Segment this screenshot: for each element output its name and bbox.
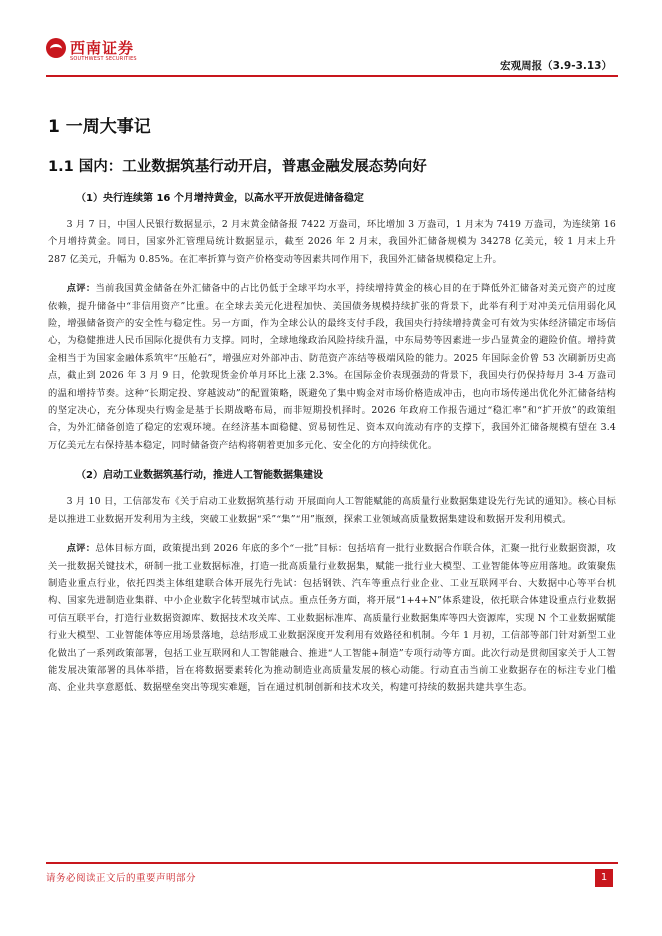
item-paragraph-gold: 3 月 7 日，中国人民银行数据显示，2 月末黄金储备报 7422 万盎司，环比增加 3 万盎司，1 月末为 7419 万盎司，为连续第 16 个月增持黄金。同日，国家外汇管理局统计数据显示，截至 2026 年 2 月末，我国外汇储备规模为 34278 亿美元，较 1 月末上升 287 亿美元，升幅为 0.85%。在汇率折算与资产价格变动等因素共同作用下，我国外汇储备规模稳定上升。 xyxy=(48,219,616,265)
footer-divider xyxy=(46,862,618,864)
item-comment-industrial-data xyxy=(48,540,616,697)
item-comment-gold xyxy=(48,280,616,454)
comment-label: 点评： xyxy=(66,543,96,555)
comment-text: 总体目标方面，政策提出到 2026 年底的多个“一批”目标：包括培育一批行业数据合作联合体，汇聚一批行业数据资源，攻关一批数据关键技术，研制一批工业数据标准，打造一批高质量行业数据集，赋能一批行业大模型、工业智能体等应用落地。政策聚焦制造业重点行业，依托四类主体组建联合体开展先行先试：包括钢铁、汽车等重点行业企业、工业互联网平台、大数据中心等平台机构、国家先进制造业集群、中小企业数字化转型城市试点。重点任务方面，将开展“1+4+N”体系建设，依托联合体建设重点行业数据可信互联平台，打造行业数据资源库、数据技术攻关库、工业数据标准库、高质量行业数据集库等四大资源库，实现 N 个工业数据赋能行业大模型、工业智能体等应用场景落地，总结形成工业数据深度开发利用有效路径和机制。今年 1 月初，工信部等部门针对新型工业化做出了一系列政策部署，包括工业互联网和人工智能融合、推进“人工智能+制造”专项行动等方面。此次行动是贯彻国家关于人工智能发展决策部署的具体举措，旨在将数据要素转化为推动制造业高质量发展的核心动能。行动直击当前工业数据存在的标注专业门槛高、企业共享意愿低、数据壁垒突出等现实难题，旨在通过机制创新和技术攻关，构建可持续的数据共建共享生态。 xyxy=(48,543,616,694)
header-divider xyxy=(46,75,618,77)
main-content xyxy=(48,112,616,709)
subsection-title: 1.1 国内：工业数据筑基行动开启，普惠金融发展态势向好 xyxy=(48,159,427,175)
footer-disclaimer: 请务必阅读正文后的重要声明部分 xyxy=(46,873,197,884)
page-header xyxy=(0,0,662,76)
company-name-en: SOUTHWEST SECURITIES xyxy=(70,56,137,62)
item-paragraph-industrial-data: 3 月 10 日，工信部发布《关于启动工业数据筑基行动 开展面向人工智能赋能的高质量行业数据集建设先行先试的通知》。核心目标是以推进工业数据开发利用为主线，突破工业数据“采”“集”“用”瓶颈，探索工业领域高质量数据集建设和数据开发利用模式。 xyxy=(48,496,616,525)
page-number: 1 xyxy=(595,869,613,887)
item-heading-industrial-data: （2）启动工业数据筑基行动，推进人工智能数据集建设 xyxy=(76,470,323,482)
report-type: 宏观周报（3.9-3.13） xyxy=(500,60,612,72)
comment-text: 当前我国黄金储备在外汇储备中的占比仍低于全球平均水平，持续增持黄金的核心目的在于降低外汇储备对美元资产的过度依赖，提升储备中“非信用资产”比重。在全球去美元化进程加快、美国债务规模持续扩张的背景下，此举有利于对冲美元信用弱化风险，增强储备资产的安全性与稳定性。另一方面，作为全球公认的最终支付手段，我国央行持续增持黄金可有效为实体经济锚定市场信心，为稳健推进人民币国际化提供有力支撑。同时，全球地缘政治风险持续升温，中东局势等因素进一步凸显黄金的避险价值。增持黄金相当于为国家金融体系筑牢“压舱石”，增强应对外部冲击、防范资产冻结等极端风险的能力。2025 年国际金价曾 53 次刷新历史高点，截止到 2026 年 3 月 9 日，伦敦现货金价单月环比上涨 2.3%。在国际金价表现强劲的背景下，我国央行仍保持每月 3-4 万盎司的温和增持节奏。这种“长期定投、穿越波动”的配置策略，既避免了集中购金对市场价格造成冲击，也向市场传递出优化外汇储备结构的坚定决心，充分体现央行购金是基于长期战略布局，而非短期投机择时。2026 年政府工作报告通过“稳汇率”和“扩开放”的政策组合，为外汇储备创造了稳定的宏观环境。在经济基本面稳健、贸易韧性足、资本双向流动有序的支撑下，我国外汇储备规模有望在 3.4 万亿美元左右保持基本稳定，同时储备资产结构将朝着更加多元化、安全化的方向持续优化。 xyxy=(48,283,616,451)
company-logo-icon xyxy=(46,38,66,58)
item-heading-gold: （1）央行连续第 16 个月增持黄金，以高水平开放促进储备稳定 xyxy=(76,193,364,204)
comment-label: 点评： xyxy=(66,283,96,295)
section-title: 1 一周大事记 xyxy=(48,117,151,137)
company-name-cn: 西南证券 xyxy=(70,39,135,57)
